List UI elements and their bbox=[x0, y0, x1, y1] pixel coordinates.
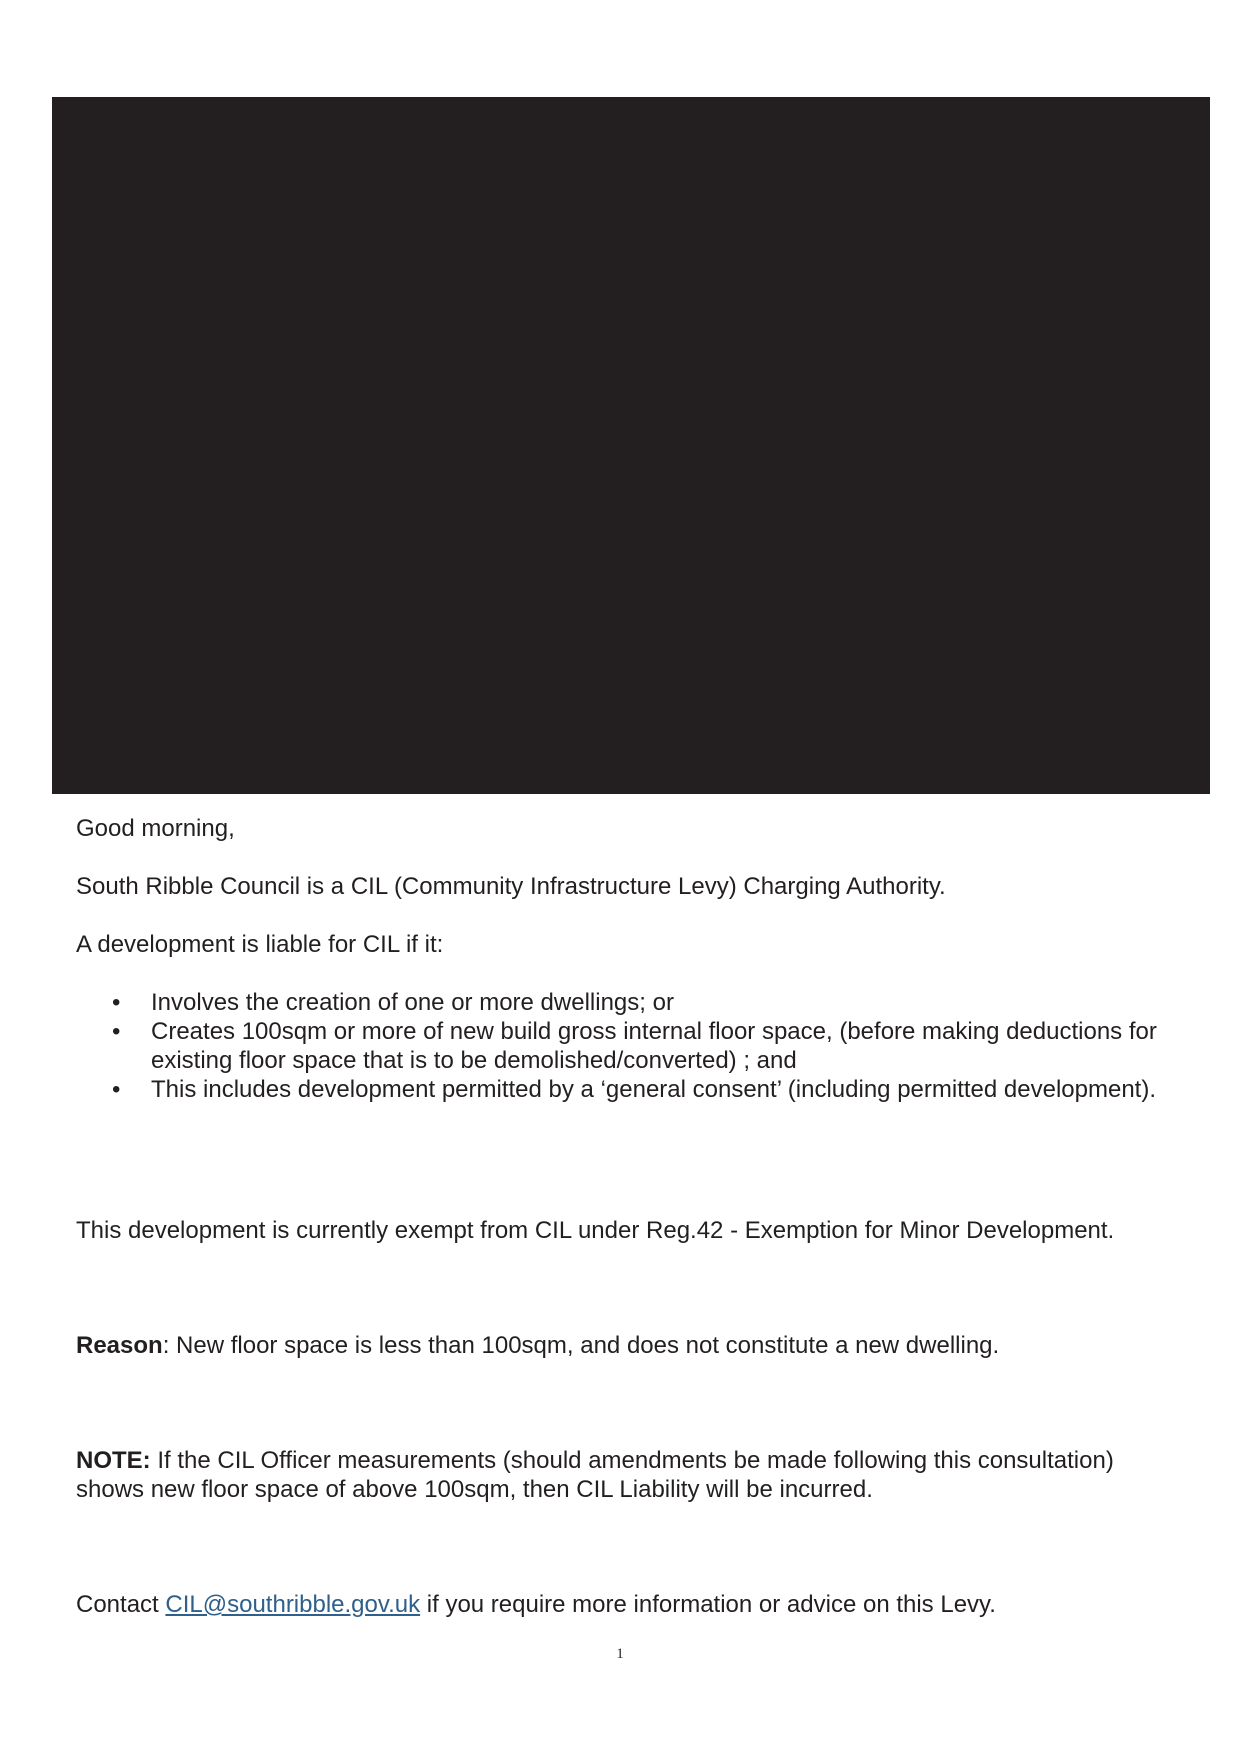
contact-email-link[interactable]: CIL@southribble.gov.uk bbox=[165, 1591, 421, 1618]
contact-prefix: Contact bbox=[76, 1591, 166, 1618]
bullet-icon: • bbox=[112, 1018, 121, 1045]
intro-paragraph: South Ribble Council is a CIL (Community Infrastructure Levy) Charging Authority. bbox=[76, 873, 946, 900]
reason-paragraph bbox=[76, 1331, 1186, 1360]
note-label: NOTE: bbox=[76, 1447, 151, 1474]
page-number: 1 bbox=[616, 1646, 624, 1662]
list-item-text: This includes development permitted by a ‘general consent’ (including permitted development). bbox=[151, 1076, 1156, 1103]
list-item bbox=[76, 988, 1186, 1017]
exemption-statement: This development is currently exempt from CIL under Reg.42 - Exemption for Minor Development. bbox=[76, 1217, 1115, 1244]
contact-paragraph bbox=[76, 1590, 1186, 1619]
list-item bbox=[76, 1017, 1186, 1075]
greeting: Good morning, bbox=[76, 815, 235, 842]
bullet-icon: • bbox=[112, 1076, 121, 1103]
reason-label: Reason bbox=[76, 1332, 163, 1359]
liability-criteria-list bbox=[76, 988, 1186, 1104]
note-paragraph bbox=[76, 1446, 1186, 1504]
reason-text: : New floor space is less than 100sqm, and does not constitute a new dwelling. bbox=[162, 1332, 1000, 1359]
list-item-text: Creates 100sqm or more of new build gross internal floor space, (before making deductions for existing floor space that is to be demolished/converted) ; and bbox=[151, 1018, 1157, 1074]
note-text: If the CIL Officer measurements (should amendments be made following this consultation) shows new floor space of above 100sqm, then CIL Liability will be incurred. bbox=[76, 1447, 1114, 1503]
bullet-icon: • bbox=[112, 989, 121, 1016]
contact-suffix: if you require more information or advice on this Levy. bbox=[420, 1591, 996, 1618]
list-item-text: Involves the creation of one or more dwellings; or bbox=[151, 989, 674, 1016]
redacted-area bbox=[52, 97, 1210, 794]
list-item bbox=[76, 1075, 1186, 1104]
liability-intro: A development is liable for CIL if it: bbox=[76, 931, 444, 958]
